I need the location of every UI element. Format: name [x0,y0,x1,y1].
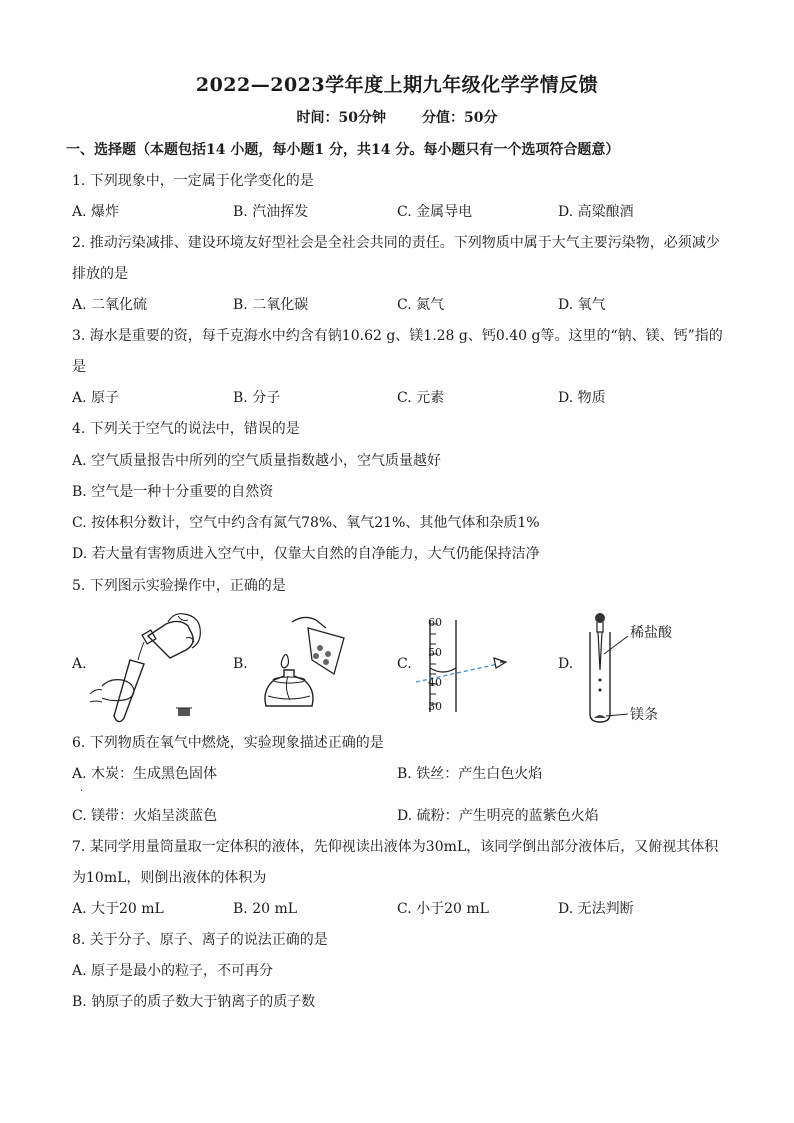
question-3-stem-line2: 是 [72,359,86,375]
question-7-stem-line2: 为10mL，则倒出液体的体积为 [72,870,267,886]
q6-option-c: C. 镁带：火焰呈淡蓝色 [72,808,218,824]
q7-option-d: D. 无法判断 [558,901,634,917]
test-tube-dropper-figure [584,610,694,726]
cylinder-tick-40: 40 [428,676,442,689]
question-7-stem-line1: 7. 某同学用量筒量取一定体积的液体，先仰视读出液体为30mL，该同学倒出部分液体后，又俯视其体积 [72,839,719,855]
q1-option-b: B. 汽油挥发 [233,204,309,220]
stray-dot-mark: · [80,786,84,797]
exam-time: 时间：50分钟 [296,110,386,126]
q4-option-a: A. 空气质量报告中所列的空气质量指数越小，空气质量越好 [72,453,442,469]
q1-option-c: C. 金属导电 [397,204,473,220]
question-6-stem: 6. 下列物质在氧气中燃烧，实验现象描述正确的是 [72,735,384,751]
question-2-stem-line2: 排放的是 [72,266,128,282]
q2-option-c: C. 氮气 [397,297,445,313]
q6-option-d: D. 硫粉：产生明亮的蓝紫色火焰 [397,808,599,824]
cylinder-tick-60: 60 [428,616,442,629]
section-heading: 一、选择题（本题包括14 小题，每小题1 分，共14 分。每小题只有一个选项符合题意） [66,142,620,158]
q4-option-b: B. 空气是一种十分重要的自然资 [72,484,274,500]
q4-option-d: D. 若大量有害物质进入空气中，仅靠大自然的自净能力，大气仍能保持洁净 [72,546,540,562]
exam-info [0,107,794,127]
q6-option-a: A. 木炭：生成黑色固体 [72,766,218,782]
cylinder-tick-50: 50 [428,646,442,659]
q2-option-d: D. 氧气 [558,297,606,313]
q3-option-c: C. 元素 [397,390,445,406]
q5-option-d-letter: D. [558,656,574,672]
question-5-stem: 5. 下列图示实验操作中，正确的是 [72,578,286,594]
q1-option-a: A. 爆炸 [72,204,120,220]
hydrochloric-acid-label: 稀盐酸 [630,625,672,641]
q7-option-a: A. 大于20 mL [72,901,164,917]
exam-score: 分值：50分 [422,110,498,126]
page-title: 2022—2023学年度上期九年级化学学情反馈 [195,74,599,96]
q7-option-b: B. 20 mL [233,901,298,917]
alcohol-lamp-figure [254,614,354,718]
question-3-stem-line1: 3. 海水是重要的资，每千克海水中约含有钠10.62 g、镁1.28 g、钙0.40 g等。这里的“钠、镁、钙”指的 [72,328,723,344]
q3-option-d: D. 物质 [558,390,606,406]
q5-option-b-letter: B. [233,656,248,672]
q8-option-a: A. 原子是最小的粒子，不可再分 [72,963,274,979]
magnesium-strip-label: 镁条 [630,707,658,723]
pouring-liquid-figure [88,608,218,724]
q7-option-c: C. 小于20 mL [397,901,489,917]
q8-option-b: B. 钠原子的质子数大于钠离子的质子数 [72,994,316,1010]
q6-option-b: B. 铁丝：产生白色火焰 [397,766,543,782]
question-2-stem-line1: 2. 推动污染减排、建设环境友好型社会是全社会共同的责任。下列物质中属于大气主要污染物，必须减少 [72,235,720,251]
q1-option-d: D. 高粱酿酒 [558,204,634,220]
q2-option-b: B. 二氧化碳 [233,297,309,313]
q3-option-b: B. 分子 [233,390,281,406]
question-8-stem: 8. 关于分子、原子、离子的说法正确的是 [72,932,328,948]
q2-option-a: A. 二氧化硫 [72,297,148,313]
question-4-stem: 4. 下列关于空气的说法中，错误的是 [72,421,300,437]
q4-option-c: C. 按体积分数计，空气中约含有氮气78%、氧气21%、其他气体和杂质1% [72,515,540,531]
question-1-stem: 1. 下列现象中，一定属于化学变化的是 [72,173,314,189]
q5-option-c-letter: C. [397,656,412,672]
q5-option-a-letter: A. [72,656,87,672]
cylinder-tick-30: 30 [428,700,442,713]
q3-option-a: A. 原子 [72,390,120,406]
graduated-cylinder-figure [416,616,526,716]
